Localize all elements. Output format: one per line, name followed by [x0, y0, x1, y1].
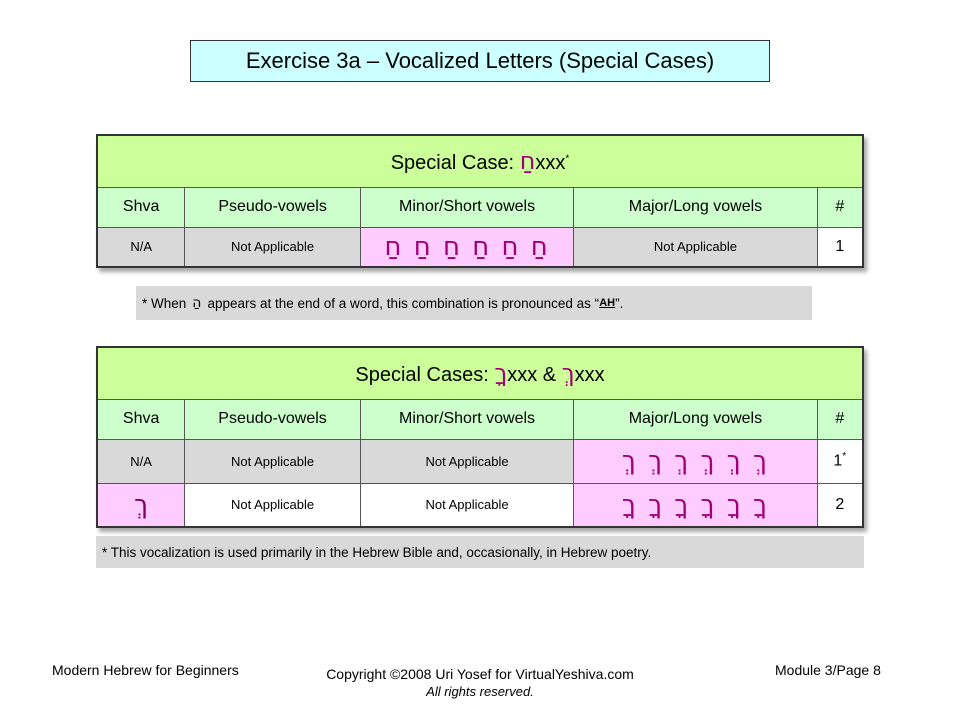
- table1-pseudo-cell: Not Applicable: [185, 227, 361, 267]
- note1-glyph: ַה: [192, 295, 202, 311]
- table2-heading-mid: xxx &: [507, 364, 562, 387]
- footer-left: Modern Hebrew for Beginners: [52, 662, 239, 678]
- col-header-major-vowels: Major/Long vowels: [574, 187, 817, 227]
- col-header-minor-vowels: Minor/Short vowels: [360, 399, 573, 439]
- note1-pron: AH: [599, 297, 616, 309]
- table1-major-cell: Not Applicable: [574, 227, 817, 267]
- col-header-pseudo-vowels: Pseudo-vowels: [185, 399, 361, 439]
- table2-row1-pseudo-cell: Not Applicable: [185, 439, 361, 483]
- col-header-pseudo-vowels: Pseudo-vowels: [185, 187, 361, 227]
- note1-before: * When: [142, 295, 187, 311]
- table2-row1-shva-cell: N/A: [97, 439, 185, 483]
- table1-heading: [97, 135, 863, 187]
- table2-heading-suffix: xxx: [574, 364, 605, 387]
- table2-row2-number-cell: 2: [817, 483, 863, 527]
- table2-row2-major-cell: ךָ ךָ ךָ ךָ ךָ ךָ: [574, 483, 817, 527]
- table2-row2-shva-cell: ךְ: [97, 483, 185, 527]
- col-header-number: #: [817, 399, 863, 439]
- table2-row1-minor-cell: Not Applicable: [360, 439, 573, 483]
- table2-row1-number-cell: [817, 439, 863, 483]
- table1-heading-mark: *: [565, 153, 570, 165]
- table2-footnote: * This vocalization is used primarily in the Hebrew Bible and, occasionally, in Hebrew poetry.: [96, 536, 864, 568]
- note1-after: appears at the end of a word, this combination is pronounced as “: [207, 295, 600, 311]
- table2-row2-pseudo-cell: Not Applicable: [185, 483, 361, 527]
- table1-number-cell: 1: [817, 227, 863, 267]
- table2-row1-number: 1: [833, 452, 843, 470]
- page-title: Exercise 3a – Vocalized Letters (Special Cases): [190, 40, 770, 82]
- col-header-minor-vowels: Minor/Short vowels: [360, 187, 573, 227]
- col-header-major-vowels: Major/Long vowels: [574, 399, 817, 439]
- footer-center: [300, 665, 660, 701]
- table2-heading-hebrew-2: ךְ: [561, 359, 575, 388]
- table2-heading-prefix: Special Cases:: [355, 364, 495, 387]
- table1-heading-hebrew: חַ: [519, 147, 536, 176]
- table1-heading-prefix: Special Case:: [390, 152, 520, 175]
- footer-rights: All rights reserved.: [426, 684, 534, 699]
- table1-heading-suffix: xxx: [535, 152, 566, 175]
- table1-shva-cell: N/A: [97, 227, 185, 267]
- table1-footnote: [136, 286, 812, 320]
- col-header-shva: Shva: [97, 187, 185, 227]
- col-header-shva: Shva: [97, 399, 185, 439]
- col-header-number: #: [817, 187, 863, 227]
- special-case-table-1: [96, 134, 864, 268]
- footer-right: Module 3/Page 8: [775, 662, 881, 678]
- table2-row1-number-mark: *: [842, 451, 847, 463]
- note1-end: ”.: [615, 295, 624, 311]
- table2-heading: [97, 347, 863, 399]
- table2-row1-major-cell: ךְ ךְ ךְ ךְ ךְ ךְ: [574, 439, 817, 483]
- table2-heading-hebrew-1: ךָ: [494, 359, 508, 388]
- table2-row2-minor-cell: Not Applicable: [360, 483, 573, 527]
- footer-copyright: Copyright ©2008 Uri Yosef for VirtualYeshiva.com: [326, 666, 634, 682]
- table1-minor-cell: חַ חַ חַ חַ חַ חַ: [360, 227, 573, 267]
- special-case-table-2: [96, 346, 864, 528]
